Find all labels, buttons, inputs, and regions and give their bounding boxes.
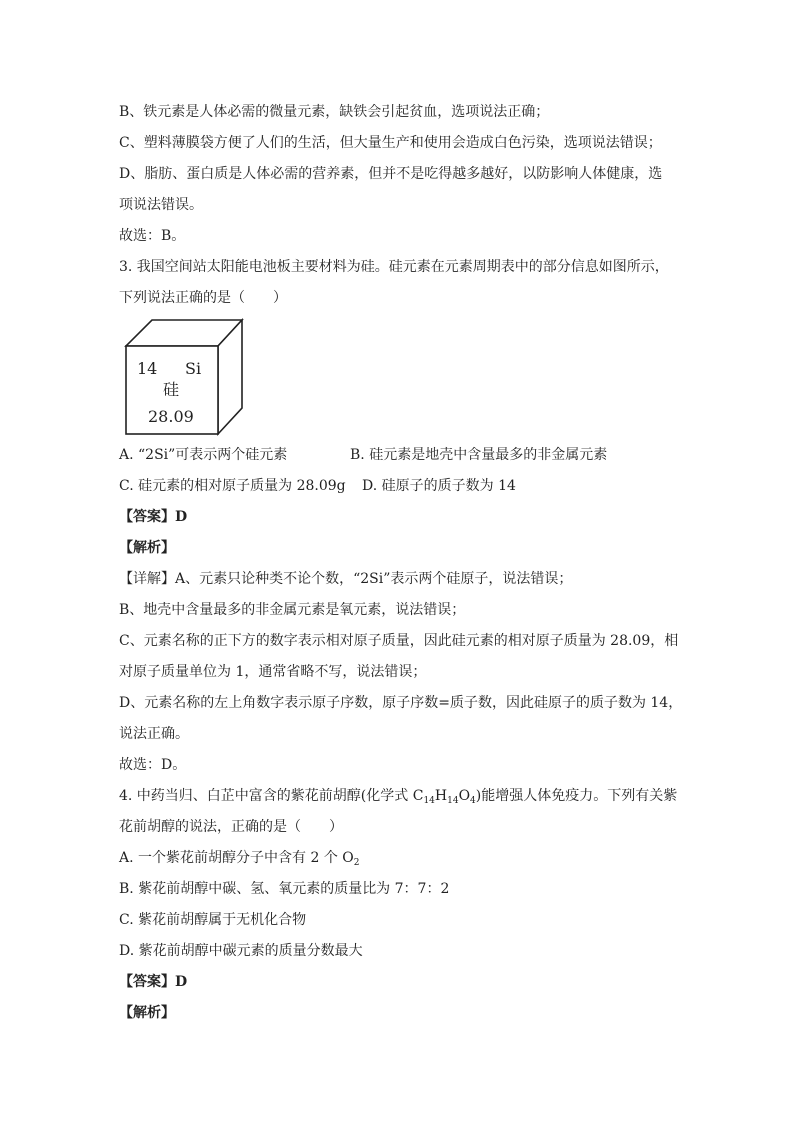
- q3-option-a: A. “2Si”可表示两个硅元素: [119, 447, 288, 463]
- q4-option-d: D. 紫花前胡醇中碳元素的质量分数最大: [119, 943, 363, 959]
- q4-stem-line2: 花前胡醇的说法，正确的是（ ）: [119, 819, 343, 835]
- q4-stem-line1-pre: 4. 中药当归、白芷中富含的紫花前胡醇(化学式 C: [119, 788, 424, 804]
- element-relative-atomic-mass: 28.09: [148, 407, 194, 426]
- q4-option-b: B. 紫花前胡醇中碳、氢、氧元素的质量比为 7：7：2: [119, 881, 450, 897]
- element-name: 硅: [163, 380, 180, 399]
- q4-analysis-heading: 【解析】: [119, 1005, 175, 1021]
- q2-option-d-explanation-line2: 项说法错误。: [119, 197, 203, 213]
- q3-detail-d-line2: 说法正确。: [119, 726, 189, 742]
- formula-c-subscript: 14: [423, 796, 435, 806]
- q3-detail-c-line1: C、元素名称的正下方的数字表示相对原子质量，因此硅元素的相对原子质量为 28.09，相: [119, 633, 679, 649]
- q3-stem-line1: 3. 我国空间站太阳能电池板主要材料为硅。硅元素在元素周期表中的部分信息如图所示，: [119, 259, 669, 275]
- q3-analysis-heading: 【解析】: [119, 540, 175, 556]
- q4-option-c: C. 紫花前胡醇属于无机化合物: [119, 912, 307, 928]
- q2-choose: 故选：B。: [119, 228, 186, 244]
- q4-stem-line1-post: )能增强人体免疫力。下列有关紫: [475, 788, 678, 804]
- q3-detail-d-line1: D、元素名称的左上角数字表示原子序数，原子序数=质子数，因此硅原子的质子数为 14，: [119, 695, 683, 711]
- q3-option-d: D. 硅原子的质子数为 14: [362, 478, 516, 494]
- q2-option-c-explanation: C、塑料薄膜袋方便了人们的生活，但大量生产和使用会造成白色污染，选项说法错误；: [119, 135, 662, 151]
- element-atomic-number: 14: [137, 359, 158, 378]
- formula-o: O: [458, 788, 471, 804]
- q3-detail-a: 【详解】A、元素只论种类不论个数，“2Si”表示两个硅原子，说法错误；: [119, 571, 573, 587]
- formula-h: H: [434, 788, 448, 804]
- q3-option-c: C. 硅元素的相对原子质量为 28.09g: [119, 478, 346, 494]
- q4-stem-line1: [119, 786, 677, 806]
- q2-option-d-explanation-line1: D、脂肪、蛋白质是人体必需的营养素，但并不是吃得越多越好，以防影响人体健康，选: [119, 166, 663, 182]
- q2-option-b-explanation: B、铁元素是人体必需的微量元素，缺铁会引起贫血，选项说法正确；: [119, 104, 550, 120]
- q4-option-a-text: A. 一个紫花前胡醇分子中含有 2 个 O: [119, 850, 354, 866]
- formula-o-subscript: 4: [470, 796, 476, 806]
- q3-option-b: B. 硅元素是地壳中含量最多的非金属元素: [350, 447, 608, 463]
- q3-stem-line2: 下列说法正确的是（ ）: [119, 290, 287, 306]
- q4-answer: 【答案】D: [119, 974, 188, 990]
- formula-h-subscript: 14: [447, 796, 459, 806]
- q3-detail-c-line2: 对原子质量单位为 1，通常省略不写，说法错误；: [119, 664, 427, 680]
- q3-choose: 故选：D。: [119, 757, 187, 773]
- element-symbol: Si: [185, 359, 202, 378]
- q4-option-a: [119, 848, 359, 868]
- element-cube-graphic: [124, 318, 244, 438]
- silicon-element-cell-figure: [124, 318, 244, 438]
- q3-answer: 【答案】D: [119, 509, 188, 525]
- q3-detail-b: B、地壳中含量最多的非金属元素是氧元素，说法错误；: [119, 602, 466, 618]
- q4-option-a-subscript: 2: [353, 858, 360, 868]
